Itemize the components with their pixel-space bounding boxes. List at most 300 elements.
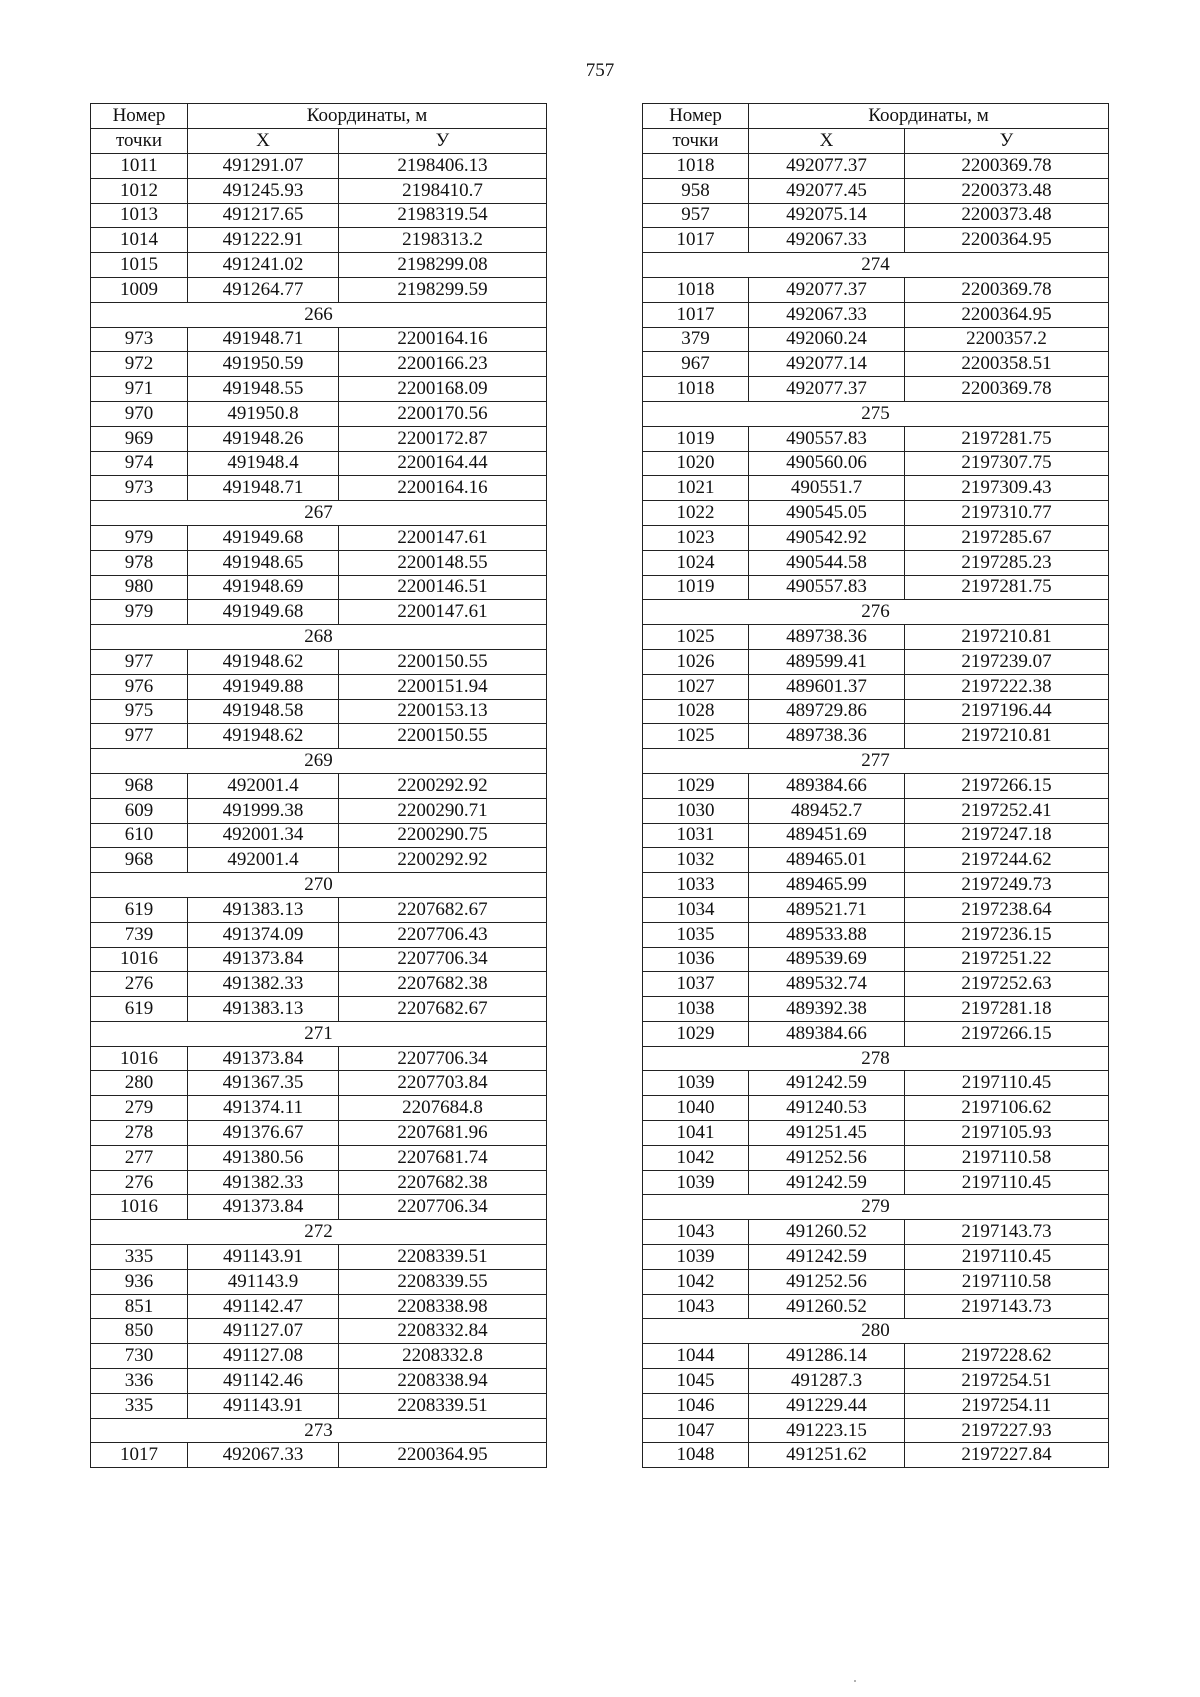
table-row: [643, 1369, 1109, 1394]
x-coordinate-cell: 491948.62: [188, 649, 339, 674]
y-coordinate-cell: 2208339.51: [339, 1245, 547, 1270]
section-row: [91, 873, 547, 898]
x-coordinate-cell: 491287.3: [749, 1369, 905, 1394]
section-number: 272: [91, 1220, 547, 1245]
point-number-cell: 969: [91, 426, 188, 451]
y-coordinate-cell: 2200290.71: [339, 798, 547, 823]
table-row: [643, 674, 1109, 699]
point-number-cell: 1017: [643, 302, 749, 327]
point-number-cell: 609: [91, 798, 188, 823]
table-row: [91, 1071, 547, 1096]
section-number: 267: [91, 501, 547, 526]
table-row: [643, 550, 1109, 575]
x-coordinate-cell: 491251.45: [749, 1121, 905, 1146]
point-number-cell: 1029: [643, 1021, 749, 1046]
table-row: [643, 699, 1109, 724]
point-number-cell: 957: [643, 203, 749, 228]
y-coordinate-cell: 2200172.87: [339, 426, 547, 451]
point-number-cell: 1030: [643, 798, 749, 823]
y-coordinate-cell: 2207706.34: [339, 1195, 547, 1220]
page-number: 757: [585, 60, 615, 81]
y-coordinate-cell: 2197110.45: [905, 1245, 1109, 1270]
table-row: [91, 1046, 547, 1071]
point-number-cell: 936: [91, 1269, 188, 1294]
x-coordinate-cell: 491251.62: [749, 1443, 905, 1468]
x-coordinate-cell: 491948.4: [188, 451, 339, 476]
section-number: 276: [643, 600, 1109, 625]
x-coordinate-cell: 491382.33: [188, 1170, 339, 1195]
point-number-cell: 967: [643, 352, 749, 377]
table-row: [91, 823, 547, 848]
x-coordinate-cell: 492067.33: [749, 228, 905, 253]
y-coordinate-cell: 2200147.61: [339, 525, 547, 550]
point-number-cell: 1025: [643, 724, 749, 749]
table-row: [643, 203, 1109, 228]
x-coordinate-cell: 491143.91: [188, 1393, 339, 1418]
table-row: [643, 1021, 1109, 1046]
table-row: [91, 1369, 547, 1394]
point-number-cell: 1036: [643, 947, 749, 972]
y-coordinate-cell: 2200373.48: [905, 178, 1109, 203]
coordinates-table-left: [90, 103, 547, 1468]
x-coordinate-cell: 491260.52: [749, 1294, 905, 1319]
x-coordinate-cell: 491245.93: [188, 178, 339, 203]
point-number-cell: 1039: [643, 1071, 749, 1096]
y-coordinate-cell: 2200292.92: [339, 773, 547, 798]
table-row: [643, 352, 1109, 377]
y-coordinate-cell: 2207682.67: [339, 897, 547, 922]
x-coordinate-cell: 491143.91: [188, 1245, 339, 1270]
y-coordinate-cell: 2197266.15: [905, 773, 1109, 798]
section-row: [643, 1319, 1109, 1344]
y-coordinate-cell: 2198313.2: [339, 228, 547, 253]
y-coordinate-cell: 2200170.56: [339, 401, 547, 426]
table-row: [91, 575, 547, 600]
table-row: [91, 1121, 547, 1146]
y-coordinate-cell: 2197238.64: [905, 897, 1109, 922]
x-coordinate-cell: 490557.83: [749, 426, 905, 451]
point-number-cell: 278: [91, 1121, 188, 1146]
x-coordinate-cell: 491948.71: [188, 476, 339, 501]
point-number-cell: 976: [91, 674, 188, 699]
point-number-cell: 276: [91, 1170, 188, 1195]
table-row: [643, 972, 1109, 997]
point-number-cell: 739: [91, 922, 188, 947]
table-row: [91, 277, 547, 302]
coordinates-table-right: [642, 103, 1109, 1468]
table-row: [91, 352, 547, 377]
point-number-cell: 979: [91, 525, 188, 550]
point-number-cell: 277: [91, 1145, 188, 1170]
y-coordinate-cell: 2200164.16: [339, 476, 547, 501]
y-coordinate-cell: 2200151.94: [339, 674, 547, 699]
y-coordinate-cell: 2198406.13: [339, 154, 547, 179]
y-coordinate-cell: 2200164.44: [339, 451, 547, 476]
y-coordinate-cell: 2197110.58: [905, 1269, 1109, 1294]
table-row: [643, 228, 1109, 253]
y-coordinate-cell: 2207706.34: [339, 1046, 547, 1071]
x-coordinate-cell: 489533.88: [749, 922, 905, 947]
x-coordinate-cell: 491950.59: [188, 352, 339, 377]
point-number-cell: 1025: [643, 625, 749, 650]
y-coordinate-cell: 2208332.84: [339, 1319, 547, 1344]
x-coordinate-cell: 490557.83: [749, 575, 905, 600]
x-coordinate-cell: 489384.66: [749, 773, 905, 798]
x-coordinate-cell: 492060.24: [749, 327, 905, 352]
x-coordinate-cell: 491127.07: [188, 1319, 339, 1344]
point-number-cell: 279: [91, 1096, 188, 1121]
table-row: [91, 972, 547, 997]
x-coordinate-cell: 491383.13: [188, 897, 339, 922]
y-coordinate-cell: 2197210.81: [905, 625, 1109, 650]
y-coordinate-cell: 2200166.23: [339, 352, 547, 377]
table-row: [91, 947, 547, 972]
x-coordinate-cell: 490542.92: [749, 525, 905, 550]
table-row: [91, 1170, 547, 1195]
table-row: [643, 1071, 1109, 1096]
point-number-cell: 1043: [643, 1294, 749, 1319]
table-row: [91, 997, 547, 1022]
x-coordinate-cell: 491127.08: [188, 1344, 339, 1369]
table-row: [91, 178, 547, 203]
table-row: [91, 1294, 547, 1319]
point-number-cell: 1014: [91, 228, 188, 253]
table-row: [91, 1096, 547, 1121]
x-coordinate-cell: 491374.09: [188, 922, 339, 947]
table-row: [643, 277, 1109, 302]
point-number-cell: 1012: [91, 178, 188, 203]
point-number-cell: 968: [91, 848, 188, 873]
point-number-cell: 1037: [643, 972, 749, 997]
x-coordinate-cell: 492077.37: [749, 277, 905, 302]
y-coordinate-cell: 2197210.81: [905, 724, 1109, 749]
x-coordinate-cell: 491949.68: [188, 525, 339, 550]
x-coordinate-cell: 491383.13: [188, 997, 339, 1022]
table-row: [643, 426, 1109, 451]
y-coordinate-cell: 2197244.62: [905, 848, 1109, 873]
y-coordinate-cell: 2208338.94: [339, 1369, 547, 1394]
x-coordinate-cell: 491374.11: [188, 1096, 339, 1121]
table-row: [643, 1245, 1109, 1270]
x-coordinate-cell: 491373.84: [188, 947, 339, 972]
y-coordinate-cell: 2197143.73: [905, 1294, 1109, 1319]
y-coordinate-cell: 2197110.58: [905, 1145, 1109, 1170]
y-coordinate-cell: 2197252.63: [905, 972, 1109, 997]
y-coordinate-cell: 2197247.18: [905, 823, 1109, 848]
x-coordinate-cell: 489601.37: [749, 674, 905, 699]
x-coordinate-cell: 489729.86: [749, 699, 905, 724]
point-number-cell: 1017: [91, 1443, 188, 1468]
table-row: [643, 178, 1109, 203]
y-coordinate-cell: 2197281.75: [905, 575, 1109, 600]
y-coordinate-cell: 2197251.22: [905, 947, 1109, 972]
table-row: [91, 922, 547, 947]
header-coordinates: Координаты, м: [749, 104, 1109, 129]
table-row: [643, 798, 1109, 823]
table-row: [91, 1195, 547, 1220]
y-coordinate-cell: 2197227.84: [905, 1443, 1109, 1468]
x-coordinate-cell: 489599.41: [749, 649, 905, 674]
table-row: [91, 848, 547, 873]
x-coordinate-cell: 489452.7: [749, 798, 905, 823]
table-row: [643, 1220, 1109, 1245]
header-point-number: Номер: [643, 104, 749, 129]
section-row: [643, 1195, 1109, 1220]
point-number-cell: 979: [91, 600, 188, 625]
section-row: [643, 749, 1109, 774]
point-number-cell: 1038: [643, 997, 749, 1022]
y-coordinate-cell: 2200153.13: [339, 699, 547, 724]
point-number-cell: 958: [643, 178, 749, 203]
x-coordinate-cell: 491950.8: [188, 401, 339, 426]
section-number: 279: [643, 1195, 1109, 1220]
point-number-cell: 977: [91, 724, 188, 749]
table-row: [643, 1145, 1109, 1170]
table-row: [91, 674, 547, 699]
point-number-cell: 970: [91, 401, 188, 426]
section-number: 278: [643, 1046, 1109, 1071]
table-row: [643, 1294, 1109, 1319]
section-number: 268: [91, 625, 547, 650]
y-coordinate-cell: 2200292.92: [339, 848, 547, 873]
point-number-cell: 1041: [643, 1121, 749, 1146]
y-coordinate-cell: 2197266.15: [905, 1021, 1109, 1046]
x-coordinate-cell: 489539.69: [749, 947, 905, 972]
table-row: [643, 476, 1109, 501]
header-coordinates: Координаты, м: [188, 104, 547, 129]
table-row: [643, 501, 1109, 526]
section-number: 271: [91, 1021, 547, 1046]
y-coordinate-cell: 2197307.75: [905, 451, 1109, 476]
x-coordinate-cell: 491242.59: [749, 1170, 905, 1195]
table-row: [643, 922, 1109, 947]
y-coordinate-cell: 2207681.74: [339, 1145, 547, 1170]
x-coordinate-cell: 491240.53: [749, 1096, 905, 1121]
y-coordinate-cell: 2207681.96: [339, 1121, 547, 1146]
x-coordinate-cell: 491143.9: [188, 1269, 339, 1294]
table-row: [643, 327, 1109, 352]
point-number-cell: 1028: [643, 699, 749, 724]
x-coordinate-cell: 491217.65: [188, 203, 339, 228]
section-number: 273: [91, 1418, 547, 1443]
y-coordinate-cell: 2208338.98: [339, 1294, 547, 1319]
y-coordinate-cell: 2200364.95: [339, 1443, 547, 1468]
table-row: [643, 1121, 1109, 1146]
x-coordinate-cell: 489521.71: [749, 897, 905, 922]
x-coordinate-cell: 491252.56: [749, 1145, 905, 1170]
header-x: X: [188, 129, 339, 154]
section-row: [91, 1021, 547, 1046]
y-coordinate-cell: 2207703.84: [339, 1071, 547, 1096]
table-row: [91, 1145, 547, 1170]
table-row: [643, 848, 1109, 873]
point-number-cell: 619: [91, 897, 188, 922]
table-row: [91, 327, 547, 352]
table-row: [643, 575, 1109, 600]
table-row: [643, 1393, 1109, 1418]
y-coordinate-cell: 2197252.41: [905, 798, 1109, 823]
x-coordinate-cell: 489738.36: [749, 625, 905, 650]
point-number-cell: 276: [91, 972, 188, 997]
table-row: [643, 873, 1109, 898]
x-coordinate-cell: 491948.26: [188, 426, 339, 451]
table-row: [643, 1170, 1109, 1195]
y-coordinate-cell: 2197110.45: [905, 1071, 1109, 1096]
section-row: [643, 1046, 1109, 1071]
table-row: [91, 253, 547, 278]
x-coordinate-cell: 491376.67: [188, 1121, 339, 1146]
x-coordinate-cell: 491291.07: [188, 154, 339, 179]
point-number-cell: 1015: [91, 253, 188, 278]
x-coordinate-cell: 491948.71: [188, 327, 339, 352]
y-coordinate-cell: 2198410.7: [339, 178, 547, 203]
x-coordinate-cell: 492067.33: [749, 302, 905, 327]
y-coordinate-cell: 2197249.73: [905, 873, 1109, 898]
y-coordinate-cell: 2200148.55: [339, 550, 547, 575]
point-number-cell: 1016: [91, 1195, 188, 1220]
y-coordinate-cell: 2200147.61: [339, 600, 547, 625]
y-coordinate-cell: 2197106.62: [905, 1096, 1109, 1121]
x-coordinate-cell: 491948.55: [188, 377, 339, 402]
table-row: [91, 525, 547, 550]
point-number-cell: 971: [91, 377, 188, 402]
y-coordinate-cell: 2198319.54: [339, 203, 547, 228]
table-row: [643, 1344, 1109, 1369]
point-number-cell: 1040: [643, 1096, 749, 1121]
table-row: [91, 600, 547, 625]
table-row: [643, 649, 1109, 674]
point-number-cell: 972: [91, 352, 188, 377]
point-number-cell: 977: [91, 649, 188, 674]
point-number-cell: 973: [91, 476, 188, 501]
point-number-cell: 1048: [643, 1443, 749, 1468]
point-number-cell: 1032: [643, 848, 749, 873]
point-number-cell: 1047: [643, 1418, 749, 1443]
section-number: 269: [91, 749, 547, 774]
table-row: [643, 1443, 1109, 1468]
y-coordinate-cell: 2200357.2: [905, 327, 1109, 352]
header-point-number: Номер: [91, 104, 188, 129]
x-coordinate-cell: 491242.59: [749, 1071, 905, 1096]
y-coordinate-cell: 2200168.09: [339, 377, 547, 402]
x-coordinate-cell: 492077.14: [749, 352, 905, 377]
point-number-cell: 1046: [643, 1393, 749, 1418]
y-coordinate-cell: 2200369.78: [905, 277, 1109, 302]
point-number-cell: 1021: [643, 476, 749, 501]
table-row: [91, 699, 547, 724]
point-number-cell: 1029: [643, 773, 749, 798]
y-coordinate-cell: 2200369.78: [905, 154, 1109, 179]
point-number-cell: 379: [643, 327, 749, 352]
x-coordinate-cell: 491948.62: [188, 724, 339, 749]
section-row: [91, 302, 547, 327]
point-number-cell: 975: [91, 699, 188, 724]
point-number-cell: 980: [91, 575, 188, 600]
point-number-cell: 974: [91, 451, 188, 476]
y-coordinate-cell: 2200364.95: [905, 302, 1109, 327]
y-coordinate-cell: 2207682.38: [339, 972, 547, 997]
table-row: [91, 724, 547, 749]
x-coordinate-cell: 492001.4: [188, 848, 339, 873]
table-row: [643, 1096, 1109, 1121]
point-number-cell: 1042: [643, 1145, 749, 1170]
table-row: [643, 823, 1109, 848]
y-coordinate-cell: 2197228.62: [905, 1344, 1109, 1369]
point-number-cell: 1016: [91, 1046, 188, 1071]
y-coordinate-cell: 2207706.34: [339, 947, 547, 972]
table-row: [91, 649, 547, 674]
y-coordinate-cell: 2208332.8: [339, 1344, 547, 1369]
point-number-cell: 850: [91, 1319, 188, 1344]
x-coordinate-cell: 491373.84: [188, 1046, 339, 1071]
scan-artifact-dot: [854, 1680, 856, 1682]
point-number-cell: 335: [91, 1245, 188, 1270]
section-row: [91, 1418, 547, 1443]
table-row: [643, 1269, 1109, 1294]
x-coordinate-cell: 491260.52: [749, 1220, 905, 1245]
x-coordinate-cell: 491999.38: [188, 798, 339, 823]
x-coordinate-cell: 491142.46: [188, 1369, 339, 1394]
y-coordinate-cell: 2197254.11: [905, 1393, 1109, 1418]
point-number-cell: 1031: [643, 823, 749, 848]
x-coordinate-cell: 489532.74: [749, 972, 905, 997]
y-coordinate-cell: 2200364.95: [905, 228, 1109, 253]
section-row: [643, 253, 1109, 278]
table-row: [643, 724, 1109, 749]
section-number: 280: [643, 1319, 1109, 1344]
y-coordinate-cell: 2200150.55: [339, 724, 547, 749]
point-number-cell: 1043: [643, 1220, 749, 1245]
table-row: [91, 203, 547, 228]
section-number: 270: [91, 873, 547, 898]
point-number-cell: 1034: [643, 897, 749, 922]
x-coordinate-cell: 489465.01: [749, 848, 905, 873]
x-coordinate-cell: 492077.37: [749, 377, 905, 402]
point-number-cell: 1024: [643, 550, 749, 575]
section-number: 277: [643, 749, 1109, 774]
y-coordinate-cell: 2200164.16: [339, 327, 547, 352]
x-coordinate-cell: 492001.34: [188, 823, 339, 848]
point-number-cell: 1033: [643, 873, 749, 898]
x-coordinate-cell: 491252.56: [749, 1269, 905, 1294]
table-row: [91, 154, 547, 179]
y-coordinate-cell: 2207706.43: [339, 922, 547, 947]
table-row: [91, 401, 547, 426]
point-number-cell: 335: [91, 1393, 188, 1418]
x-coordinate-cell: 490544.58: [749, 550, 905, 575]
x-coordinate-cell: 491948.69: [188, 575, 339, 600]
y-coordinate-cell: 2197254.51: [905, 1369, 1109, 1394]
section-row: [643, 600, 1109, 625]
y-coordinate-cell: 2200290.75: [339, 823, 547, 848]
point-number-cell: 1018: [643, 277, 749, 302]
y-coordinate-cell: 2197285.67: [905, 525, 1109, 550]
point-number-cell: 619: [91, 997, 188, 1022]
x-coordinate-cell: 491949.88: [188, 674, 339, 699]
table-row: [91, 798, 547, 823]
point-number-cell: 1017: [643, 228, 749, 253]
point-number-cell: 336: [91, 1369, 188, 1394]
x-coordinate-cell: 491142.47: [188, 1294, 339, 1319]
y-coordinate-cell: 2208339.55: [339, 1269, 547, 1294]
point-number-cell: 1016: [91, 947, 188, 972]
point-number-cell: 1020: [643, 451, 749, 476]
y-coordinate-cell: 2197105.93: [905, 1121, 1109, 1146]
y-coordinate-cell: 2197281.18: [905, 997, 1109, 1022]
x-coordinate-cell: 491380.56: [188, 1145, 339, 1170]
section-number: 266: [91, 302, 547, 327]
header-x: X: [749, 129, 905, 154]
